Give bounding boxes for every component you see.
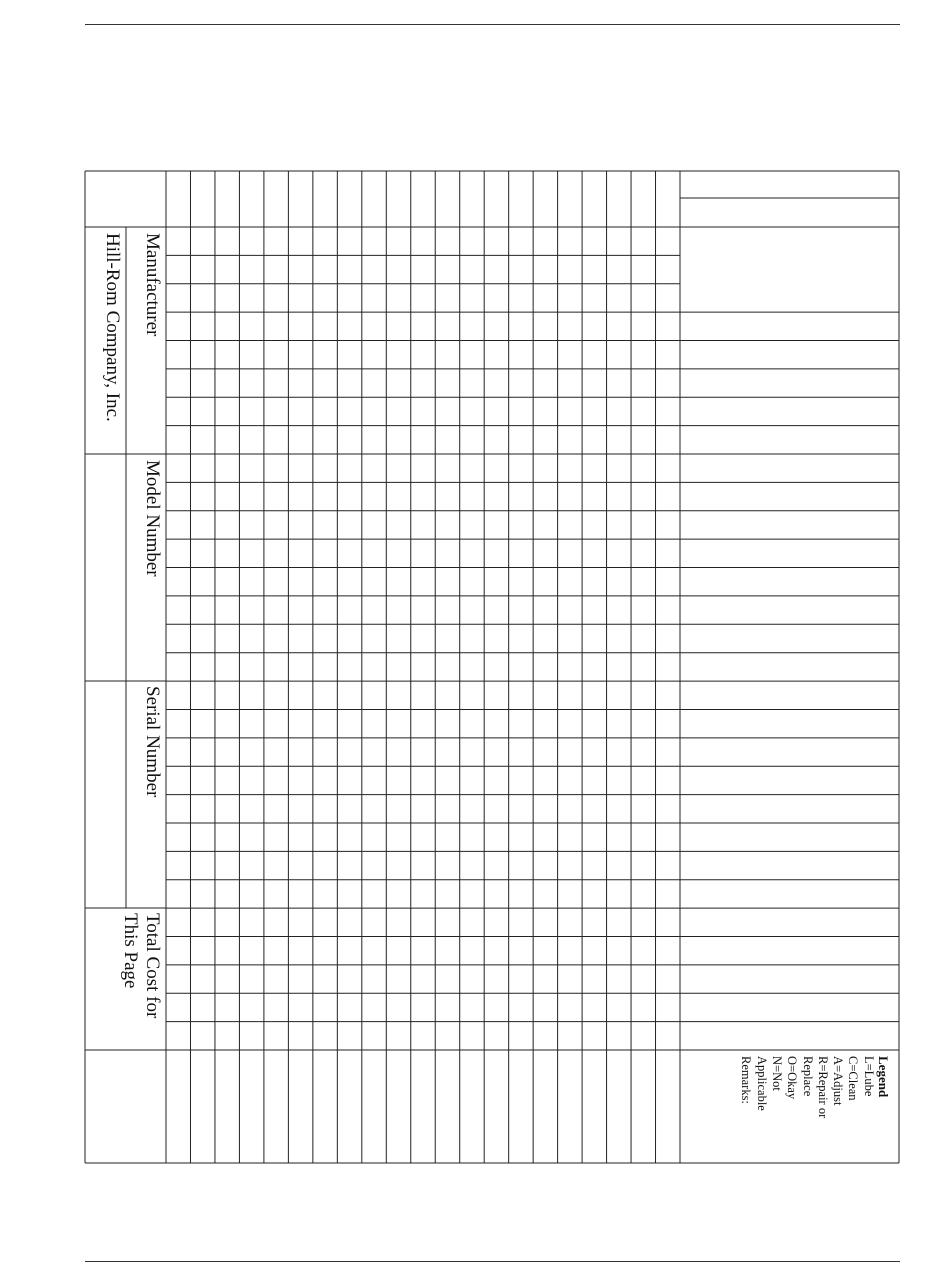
manufacturer-label: Manufacturer — [142, 233, 163, 337]
legend-item: A=Adjust — [831, 1056, 846, 1106]
model-number-label: Model Number — [142, 460, 163, 577]
serial-number-label: Serial Number — [142, 686, 163, 798]
manufacturer-value: Hill-Rom Company, Inc. — [102, 233, 123, 422]
legend — [738, 1056, 891, 1118]
legend-item: R=Repair or — [815, 1056, 830, 1119]
legend-item: C=Clean — [846, 1056, 861, 1101]
total-cost-label: Total Cost for This Page — [120, 913, 163, 1019]
legend-item: Applicable — [754, 1056, 769, 1111]
legend-item: O=Okay — [785, 1056, 800, 1100]
legend-item: Remarks: — [739, 1056, 754, 1104]
legend-item: L=Lube — [861, 1056, 876, 1097]
legend-item: Replace — [800, 1056, 815, 1097]
legend-title: Legend — [876, 1056, 891, 1098]
legend-item: N=Not — [769, 1056, 784, 1091]
